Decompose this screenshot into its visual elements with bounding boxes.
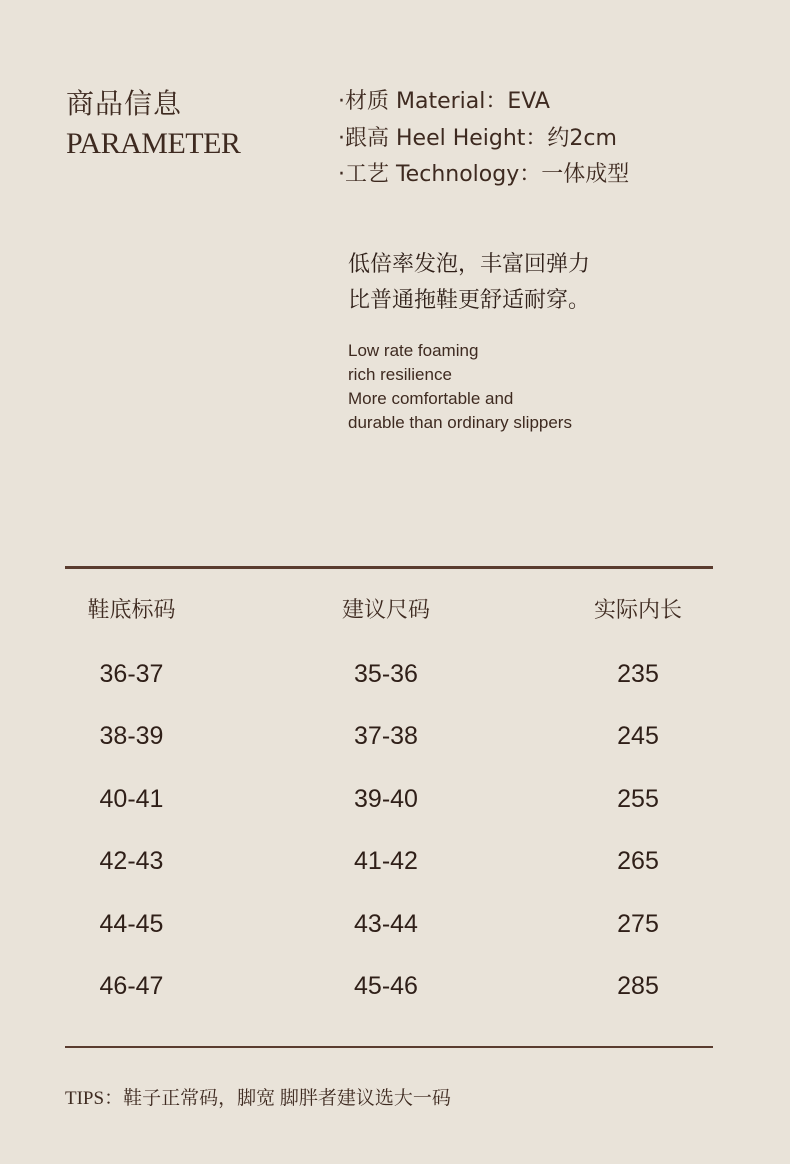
cell-recommended-size: 39-40: [354, 784, 418, 813]
title-cn: 商品信息: [66, 87, 183, 120]
description-en-line: More comfortable and: [348, 389, 514, 408]
spec-technology: ·工艺 Technology：一体成型: [338, 162, 630, 187]
description-cn: [348, 247, 590, 319]
header-inner-length: 实际内长: [593, 598, 682, 623]
table-row: [65, 643, 713, 706]
table-row: [65, 893, 713, 956]
cell-sole-size: 42-43: [99, 847, 164, 875]
cell-inner-length: 235: [617, 659, 659, 688]
table-top-divider: [65, 566, 713, 569]
cell-sole-size: 38-39: [99, 722, 164, 750]
cell-inner-length: 285: [617, 972, 659, 1000]
spec-material: ·材质 Material：EVA: [338, 89, 550, 114]
cell-recommended-size: 45-46: [354, 972, 418, 1000]
table-row: [65, 705, 713, 768]
description-en: [348, 339, 572, 435]
cell-sole-size: 44-45: [99, 909, 164, 938]
cell-recommended-size: 41-42: [354, 847, 418, 875]
title-en: PARAMETER: [66, 127, 241, 160]
table-row: [65, 768, 713, 831]
cell-sole-size: 36-37: [99, 659, 164, 688]
cell-sole-size: 40-41: [99, 784, 164, 813]
cell-inner-length: 275: [617, 909, 659, 938]
cell-inner-length: 265: [617, 847, 659, 875]
table-row: [65, 830, 713, 893]
table-bottom-divider: [65, 1046, 713, 1048]
description-en-line: durable than ordinary slippers: [348, 413, 572, 432]
cell-recommended-size: 43-44: [354, 909, 418, 938]
spec-heel-height: ·跟高 Heel Height：约2cm: [338, 125, 617, 151]
cell-sole-size: 46-47: [99, 972, 164, 1000]
table-header-row: [65, 580, 713, 643]
cell-inner-length: 255: [617, 784, 659, 813]
cell-recommended-size: 35-36: [354, 659, 418, 688]
header-sole-size: 鞋底标码: [87, 598, 176, 623]
description-cn-line: 比普通拖鞋更舒适耐穿。: [348, 288, 591, 313]
table-row: [65, 955, 713, 1018]
cell-recommended-size: 37-38: [354, 722, 418, 750]
cell-inner-length: 245: [617, 722, 659, 750]
description-en-line: Low rate foaming: [348, 341, 479, 360]
header-recommended-size: 建议尺码: [341, 598, 430, 623]
tips-note: TIPS：鞋子正常码，脚宽 脚胖者建议选大一码: [65, 1088, 451, 1109]
description-en-line: rich resilience: [348, 365, 452, 384]
size-table: [65, 580, 713, 1018]
description-cn-line: 低倍率发泡，丰富回弹力: [348, 252, 591, 277]
spec-list: [338, 84, 629, 194]
